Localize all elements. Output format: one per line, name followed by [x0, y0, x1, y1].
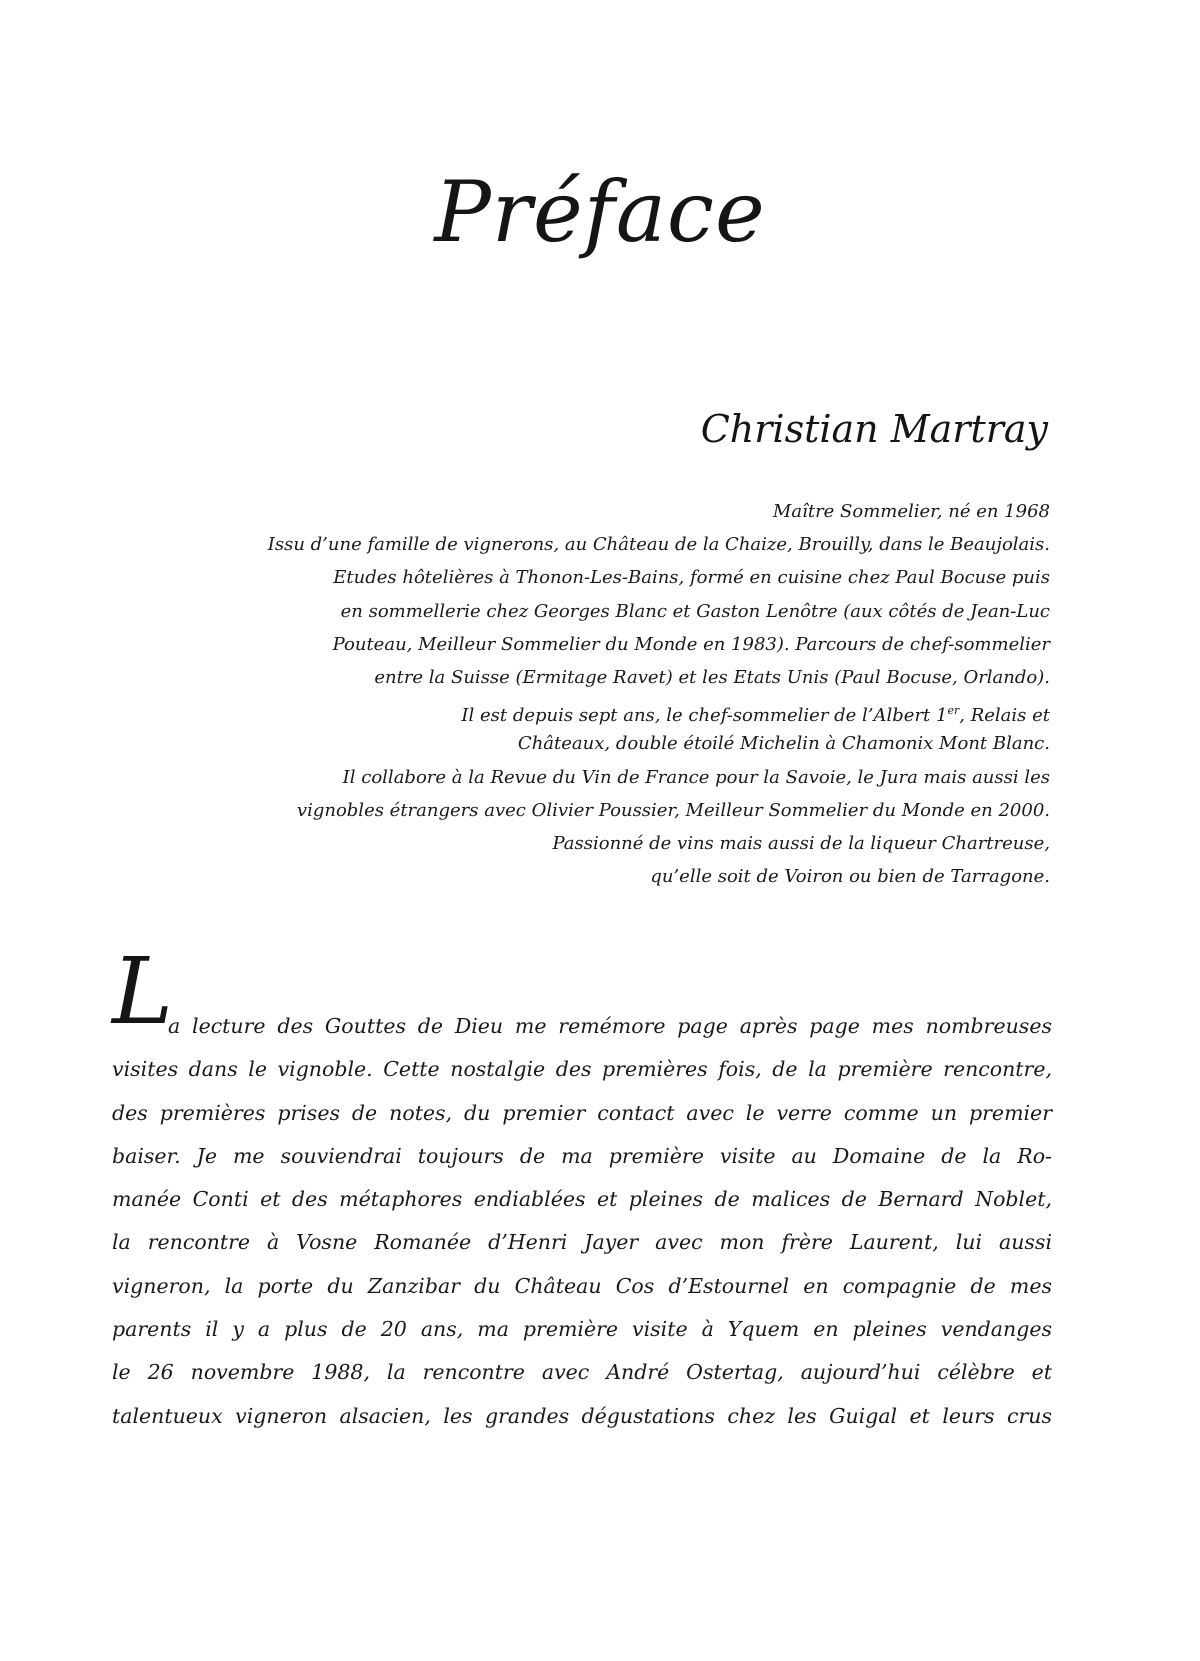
- bio-line: [150, 761, 1050, 794]
- bio-text: Il est depuis sept ans, le chef-sommelier de l’Albert 1: [461, 705, 948, 727]
- book-title: Gouttes de Dieu: [324, 1014, 504, 1038]
- bio-line: Passionné de vins mais aussi de la liqueur Chartreuse,: [552, 832, 1050, 854]
- bio-line: entre la Suisse (Ermitage Ravet) et les Etats Unis (Paul Bocuse, Orlando).: [374, 666, 1050, 688]
- bio-line: en sommellerie chez Georges Blanc et Gaston Lenôtre (aux côtés de Jean-Luc: [340, 600, 1050, 622]
- magazine-title: Revue du Vin de France: [490, 766, 710, 788]
- bio-line: vignobles étrangers avec Olivier Poussier, Meilleur Sommelier du Monde en 2000.: [296, 799, 1050, 821]
- bio-line: Maître Sommelier, né en 1968: [772, 501, 1050, 522]
- body-text: me remémore page après page mes nombreuses: [503, 1014, 1052, 1038]
- ordinal-suffix: er: [947, 704, 960, 718]
- body-line: manée Conti et des métaphores endiablées et pleines de malices de Bernard Noblet,: [112, 1187, 1052, 1212]
- body-line: [112, 1005, 1052, 1048]
- body-line: baiser. Je me souviendrai toujours de ma première visite au Domaine de la Ro-: [112, 1143, 1052, 1168]
- bio-text: pour la Savoie, le Jura mais aussi les: [709, 766, 1050, 788]
- bio-line: [150, 694, 1050, 727]
- bio-text: , Relais et: [959, 705, 1050, 727]
- drop-cap: L: [112, 938, 174, 1045]
- body-text: a lecture des: [168, 1014, 325, 1038]
- body-line: vigneron, la porte du Zanzibar du Château Cos d’Estournel en compagnie de mes: [112, 1273, 1052, 1298]
- body-line: la rencontre à Vosne Romanée d’Henri Jayer avec mon frère Laurent, lui aussi: [112, 1230, 1052, 1255]
- bio-line: Châteaux, double étoilé Michelin à Chamonix Mont Blanc.: [517, 733, 1050, 755]
- page-title: Préface: [434, 163, 766, 261]
- bio-line: Issu d’une famille de vignerons, au Château de la Chaize, Brouilly, dans le Beaujolais.: [267, 534, 1050, 556]
- bio-line: Pouteau, Meilleur Sommelier du Monde en 1983). Parcours de chef-sommelier: [332, 633, 1050, 655]
- author-bio: [150, 495, 1050, 893]
- body-line: des premières prises de notes, du premier contact avec le verre comme un premier: [112, 1100, 1052, 1125]
- body-line: le 26 novembre 1988, la rencontre avec André Ostertag, aujourd’hui célèbre et: [112, 1360, 1052, 1385]
- bio-line: qu’elle soit de Voiron ou bien de Tarragone.: [650, 866, 1050, 888]
- preface-body: [112, 1005, 1052, 1438]
- body-line: talentueux vigneron alsacien, les grandes dégustations chez les Guigal et leurs crus: [112, 1403, 1052, 1428]
- body-line: visites dans le vignoble. Cette nostalgie des premières fois, de la première rencontre,: [112, 1057, 1052, 1082]
- author-name: Christian Martray: [700, 407, 1048, 451]
- bio-text: Il collabore à la: [342, 766, 491, 788]
- body-line: parents il y a plus de 20 ans, ma première visite à Yquem en pleines vendanges: [112, 1317, 1052, 1342]
- bio-line: Etudes hôtelières à Thonon-Les-Bains, formé en cuisine chez Paul Bocuse puis: [333, 567, 1050, 589]
